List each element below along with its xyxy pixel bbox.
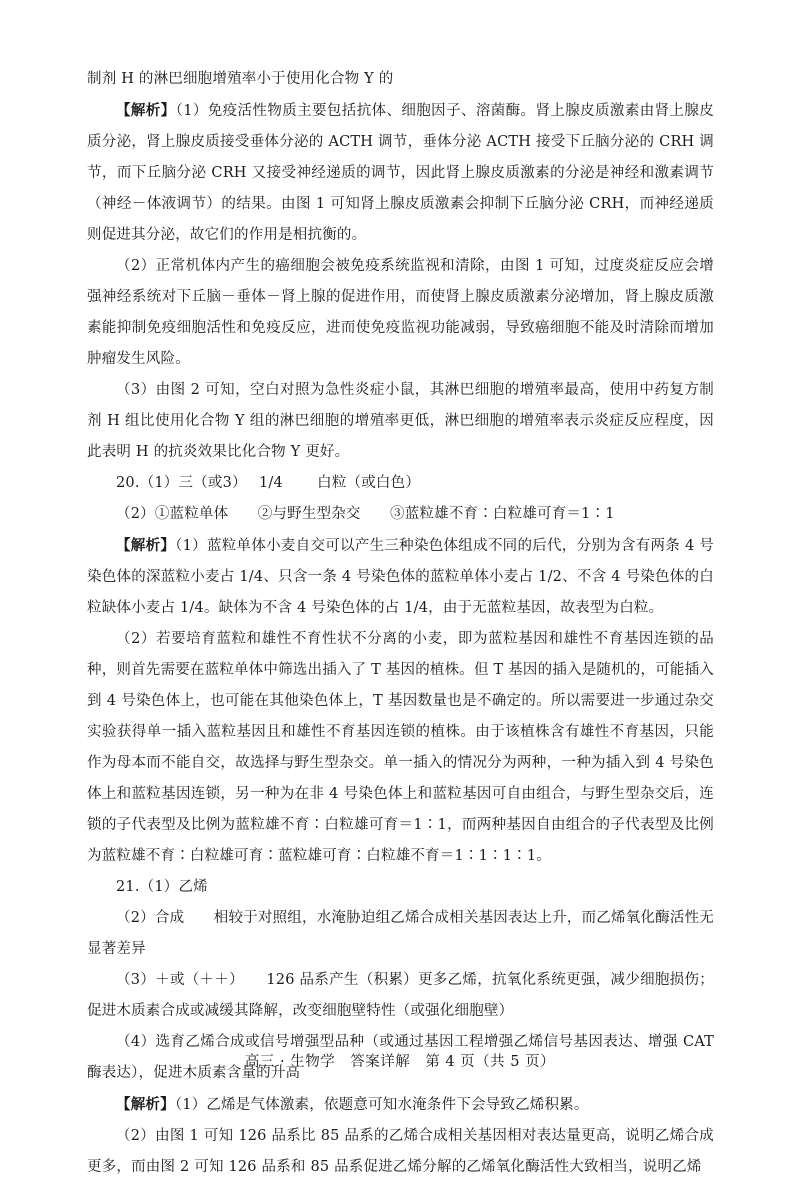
analysis-paragraph: 【解析】（1）蓝粒单体小麦自交可以产生三种染色体组成不同的后代，分别为含有两条 4 号染色体的深蓝粒小麦占 1/4、只含一条 4 号染色体的蓝粒单体小麦占 1/2、不含 4 号染色体的白粒缺体小麦占 1/4。缺体为不含 4 号染色体的占 1/4，由于无蓝粒基因，故表型为白粒。: [87, 537, 714, 616]
analysis-paragraph: （3）由图 2 可知，空白对照为急性炎症小鼠，其淋巴细胞的增殖率最高，使用中药复方制剂 H 组比使用化合物 Y 组的淋巴细胞的增殖率更低，淋巴细胞的增殖率表示炎症反应程度，因此表明 H 的抗炎效果比化合物 Y 更好。: [87, 382, 714, 460]
answer-line: （3）＋或（＋＋） 126 品系产生（积累）更多乙烯，抗氧化系统更强，减少细胞损伤；促进木质素合成或减缓其降解，改变细胞壁特性（或强化细胞壁）: [87, 972, 714, 1019]
answer-line: 21.（1）乙烯: [116, 879, 208, 895]
analysis-label: 【解析】: [116, 537, 176, 554]
analysis-paragraph: （2）由图 1 可知 126 品系比 85 品系的乙烯合成相关基因相对表达量更高，说明乙烯合成更多，而由图 2 可知 126 品系和 85 品系促进乙烯分解的乙烯氧化酶活性大致相当，说明乙烯: [87, 1128, 714, 1175]
page-footer: 高三 · 生物学 答案详解 第 4 页（共 5 页）: [244, 1054, 556, 1070]
analysis-paragraph: 【解析】（1）乙烯是气体激素，依题意可知水淹条件下会导致乙烯积累。: [116, 1096, 589, 1113]
answer-line: 20.（1）三（或3） 1/4 白粒（或白色）: [116, 475, 421, 491]
answer-line: （2）合成 相较于对照组，水淹胁迫组乙烯合成相关基因表达上升，而乙烯氧化酶活性无显著差异: [87, 910, 714, 957]
answer-line: （4）选育乙烯合成或信号增强型品种（或通过基因工程增强乙烯信号基因表达、增强 CAT 酶表达），促进木质素含量的升高: [87, 1034, 714, 1081]
analysis-paragraph: （2）正常机体内产生的癌细胞会被免疫系统监视和清除，由图 1 可知，过度炎症反应会增强神经系统对下丘脑－垂体－肾上腺的促进作用，而使肾上腺皮质激素分泌增加，肾上腺皮质激素能抑制免疫细胞活性和免疫反应，进而使免疫监视功能减弱，导致癌细胞不能及时清除而增加肿瘤发生风险。: [87, 258, 714, 367]
answer-line: （2）①蓝粒单体 ②与野生型杂交 ③蓝粒雄不育∶白粒雄可育＝1∶1: [116, 506, 615, 522]
analysis-paragraph: 【解析】（1）免疫活性物质主要包括抗体、细胞因子、溶菌酶。肾上腺皮质激素由肾上腺皮质分泌，肾上腺皮质接受垂体分泌的 ACTH 调节，垂体分泌 ACTH 接受下丘脑分泌的 CRH 调节，而下丘脑分泌 CRH 又接受神经递质的调节，因此肾上腺皮质激素的分泌是神经和激素调节（神经－体液调节）的结果。由图 1 可知肾上腺皮质激素会抑制下丘脑分泌 CRH，而神经递质则促进其分泌，故它们的作用是相抗衡的。: [87, 102, 714, 243]
analysis-label: 【解析】: [116, 102, 176, 119]
analysis-paragraph: （2）若要培育蓝粒和雄性不育性状不分离的小麦，即为蓝粒基因和雄性不育基因连锁的品种，则首先需要在蓝粒单体中筛选出插入了 T 基因的植株。但 T 基因的插入是随机的，可能插入到 4 号染色体上，也可能在其他染色体上，T 基因数量也是不确定的。所以需要进一步通过杂交实验获得单一插入蓝粒基因且和雄性不育基因连锁的植株。由于该植株含有雄性不育基因，只能作为母本而不能自交，故选择与野生型杂交。单一插入的情况分为两种，一种为插入到 4 号染色体上和蓝粒基因连锁，另一种为在非 4 号染色体上和蓝粒基因可自由组合，与野生型杂交后，连锁的子代表型及比例为蓝粒雄不育∶白粒雄可育＝1∶1，而两种基因自由组合的子代表型及比例为蓝粒雄不育∶白粒雄可育∶蓝粒雄可育∶白粒雄不育＝1∶1∶1∶1。: [87, 631, 714, 864]
text-line: 制剂 H 的淋巴细胞增殖率小于使用化合物 Y 的: [87, 71, 394, 87]
page-content: [87, 64, 714, 1183]
analysis-label: 【解析】: [116, 1096, 175, 1113]
